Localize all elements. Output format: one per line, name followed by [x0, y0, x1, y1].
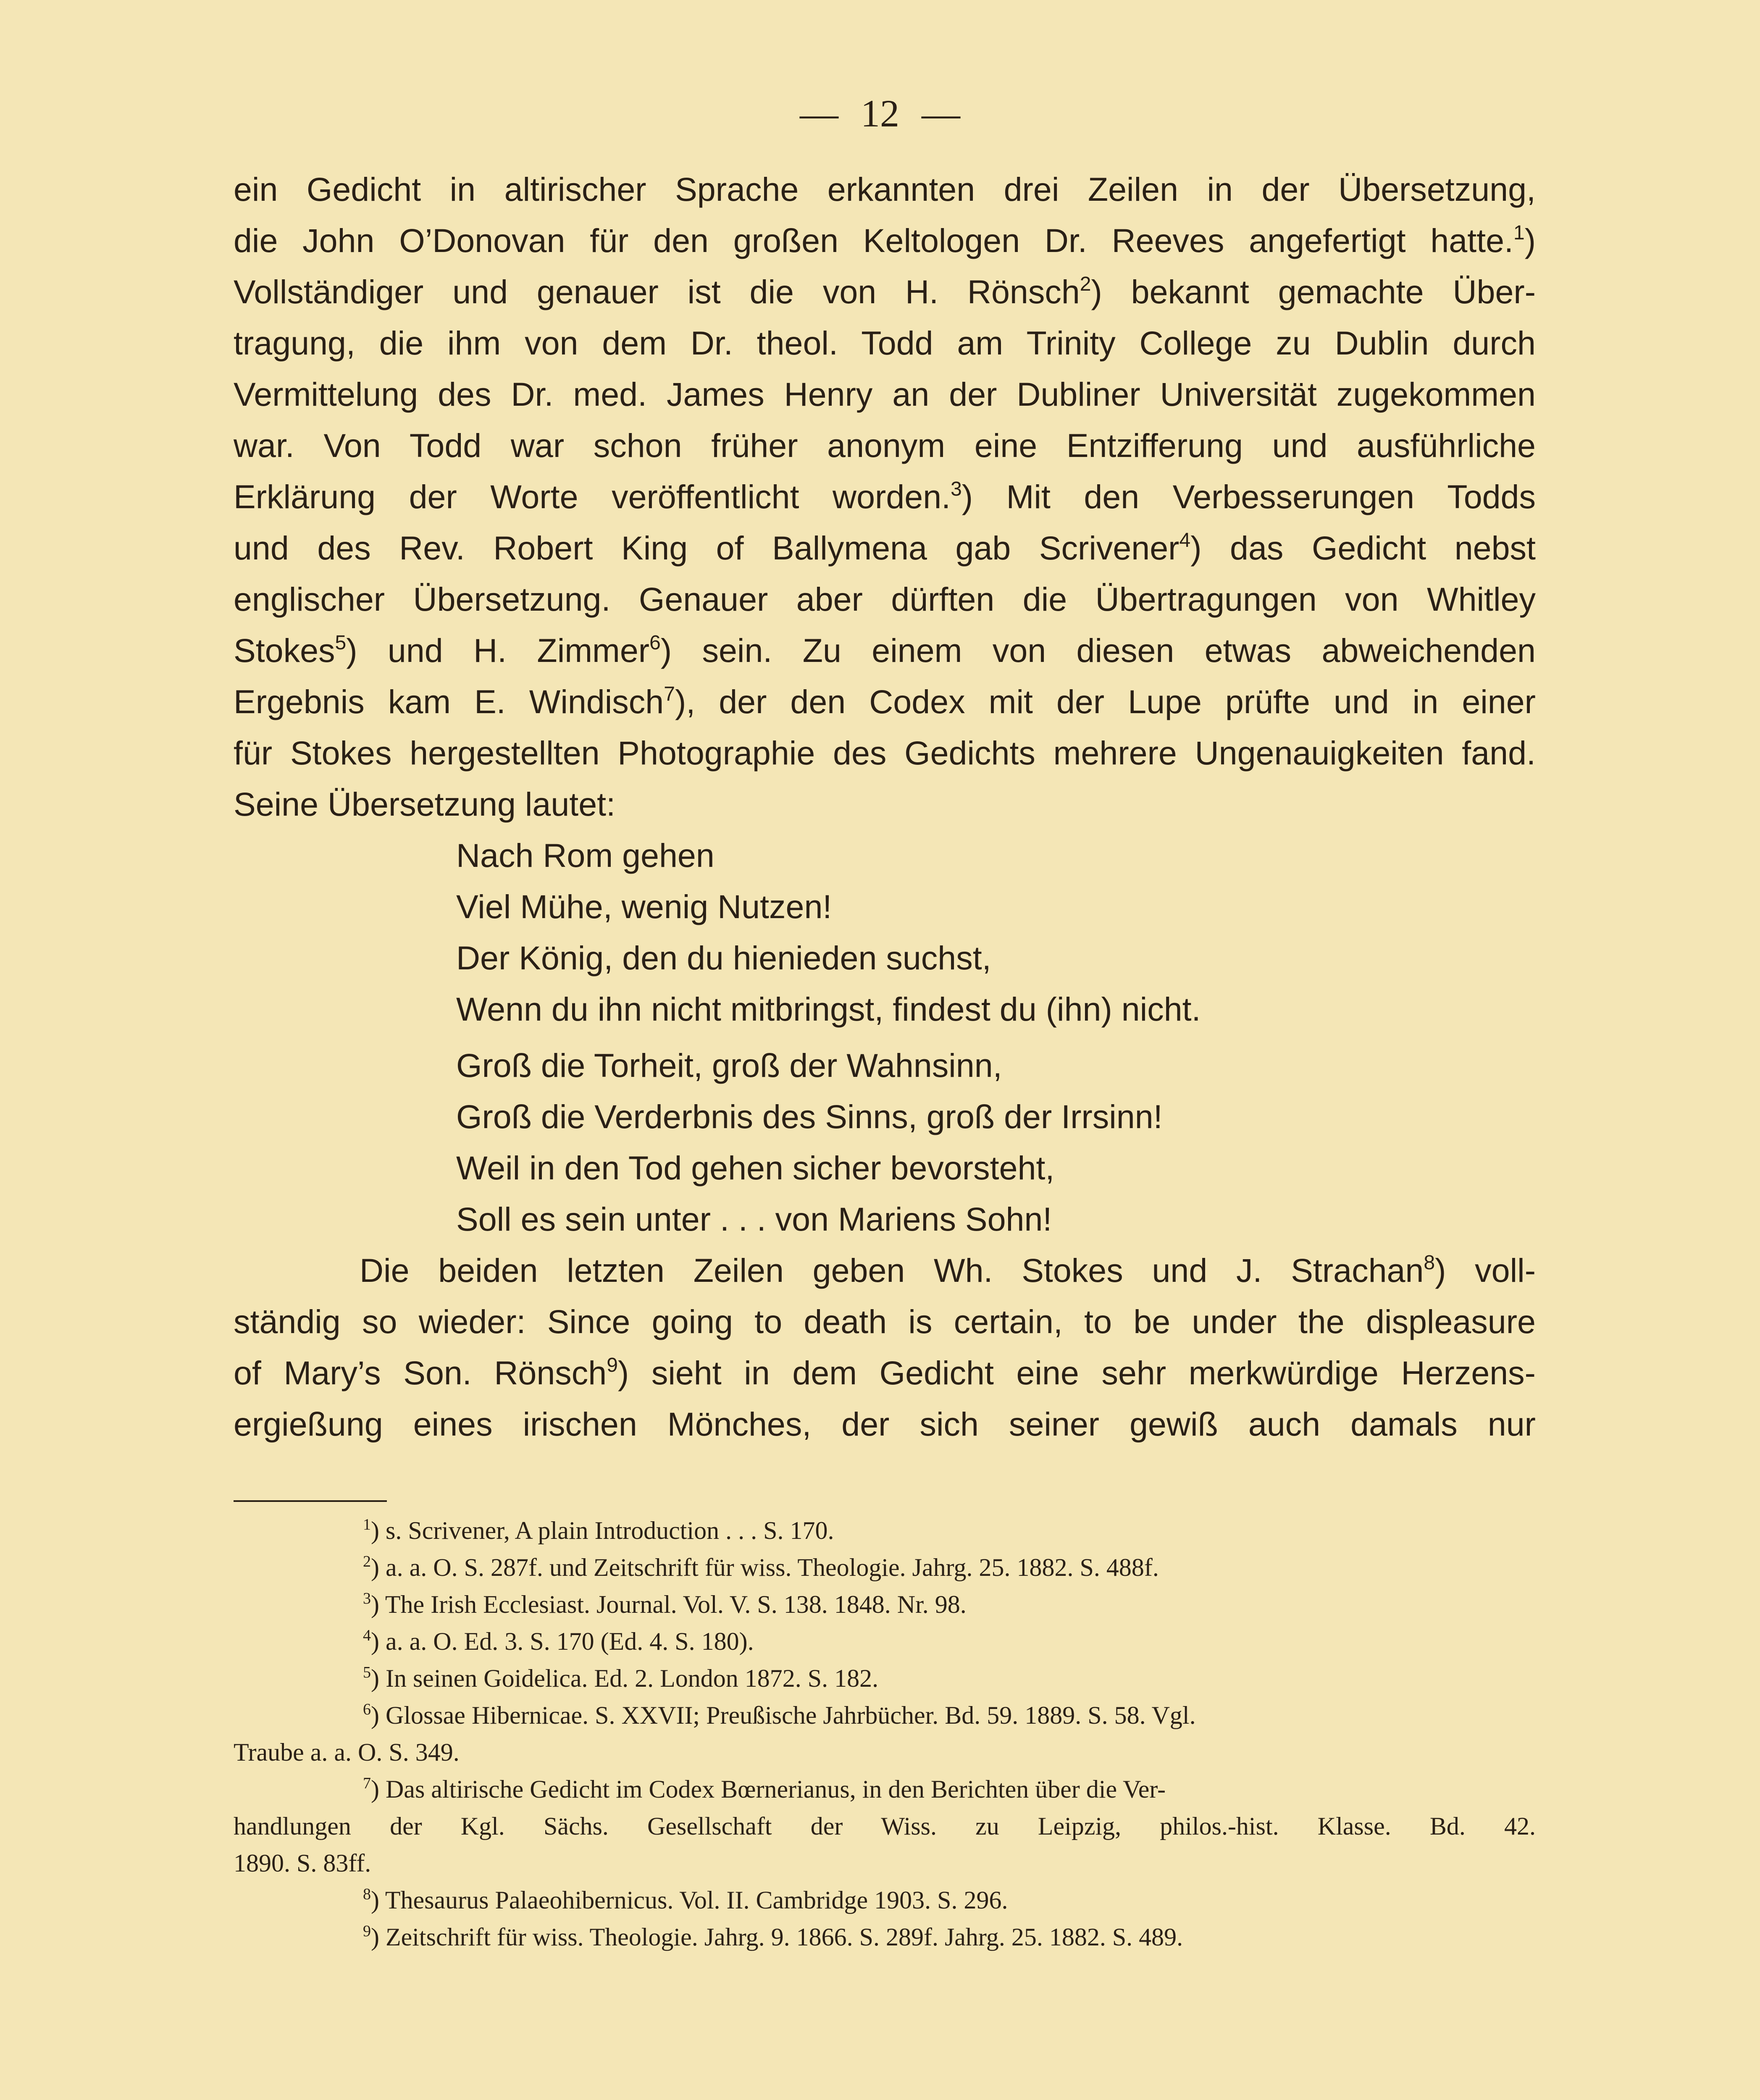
text-line: [234, 522, 1536, 574]
footnote-text: ) In seinen Goidelica. Ed. 2. London 1872. S. 182.: [371, 1664, 879, 1692]
verse-line: Weil in den Tod gehen sicher bevorsteht,: [456, 1149, 1055, 1186]
text-fragment: und des Rev. Robert King of Ballymena gab Scrivener: [234, 529, 1179, 567]
text-line: [234, 266, 1536, 318]
text-line: war. Von Todd war schon früher anonym eine Entzifferung und ausführliche: [234, 427, 1536, 464]
footnote: [234, 1623, 1536, 1660]
footnote-ref: 8: [1424, 1252, 1435, 1274]
footnote-mark: 5: [363, 1664, 371, 1681]
text-fragment: ) voll-: [1435, 1252, 1536, 1289]
text-fragment: Die beiden letzten Zeilen geben Wh. Stokes und J. Strachan: [360, 1252, 1424, 1289]
footnote: [234, 1549, 1536, 1586]
page-number: — 12 —: [800, 92, 960, 135]
footnote-mark: 6: [363, 1701, 371, 1718]
verse-line: Viel Mühe, wenig Nutzen!: [456, 888, 832, 925]
text-fragment: ) bekannt gemachte Über-: [1091, 273, 1536, 310]
footnote-text: ) a. a. O. Ed. 3. S. 170 (Ed. 4. S. 180).: [371, 1628, 754, 1655]
verse-line: Wenn du ihn nicht mitbringst, findest du (ihn) nicht.: [456, 990, 1201, 1028]
footnote-mark: 7: [363, 1774, 371, 1792]
footnote-ref: 7: [664, 683, 675, 705]
footnote: [234, 1919, 1536, 1956]
footnote-mark: 4: [363, 1627, 371, 1644]
text-line: [234, 1347, 1536, 1399]
text-line: [234, 1245, 1536, 1296]
footnote-mark: 9: [363, 1922, 371, 1940]
footnote-text: ) Thesaurus Palaeohibernicus. Vol. II. Cambridge 1903. S. 296.: [371, 1886, 1008, 1914]
footnote-text: ) Zeitschrift für wiss. Theologie. Jahrg. 9. 1866. S. 289f. Jahrg. 25. 1882. S. 489.: [371, 1923, 1183, 1951]
text-fragment: Vollständiger und genauer ist die von H. Rönsch: [234, 273, 1080, 310]
footnote: [234, 1882, 1536, 1919]
text-line: ein Gedicht in altirischer Sprache erkannten drei Zeilen in der Übersetzung,: [234, 171, 1536, 208]
footnote-continuation: Traube a. a. O. S. 349.: [234, 1738, 460, 1766]
footnotes: [234, 1512, 1536, 1956]
text-line: ständig so wieder: Since going to death is certain, to be under the displeasure: [234, 1303, 1536, 1340]
verse-line: Nach Rom gehen: [456, 837, 715, 874]
text-fragment: die John O’Donovan für den großen Keltologen Dr. Reeves angefertigt hatte.: [234, 222, 1513, 259]
footnote-mark: 2: [363, 1553, 371, 1570]
footnote-text: ) Das altirische Gedicht im Codex Bœrnerianus, in den Berichten über die Ver-: [371, 1775, 1166, 1803]
text-fragment: ) sein. Zu einem von diesen etwas abweichenden: [660, 632, 1536, 669]
footnote-separator: [234, 1500, 387, 1502]
verse-line: Groß die Torheit, groß der Wahnsinn,: [456, 1047, 1002, 1084]
text-line: tragung, die ihm von dem Dr. theol. Todd am Trinity College zu Dublin durch: [234, 324, 1536, 362]
footnote-ref: 4: [1179, 529, 1191, 551]
text-fragment: ) und H. Zimmer: [346, 632, 650, 669]
main-text: [234, 164, 1536, 1450]
footnote: [234, 1512, 1536, 1549]
footnote: [234, 1586, 1536, 1623]
footnote-ref: 1: [1513, 222, 1525, 244]
footnote: [234, 1697, 1536, 1734]
text-line: [234, 215, 1536, 266]
text-fragment: ) Mit den Verbesserungen Todds: [961, 478, 1536, 515]
footnote-mark: 3: [363, 1590, 371, 1607]
footnote-text: ) Glossae Hibernicae. S. XXVII; Preußische Jahrbücher. Bd. 59. 1889. S. 58. Vgl.: [371, 1701, 1196, 1729]
text-line: für Stokes hergestellten Photographie des Gedichts mehrere Ungenauigkeiten fand.: [234, 734, 1536, 772]
text-fragment: Stokes: [234, 632, 335, 669]
text-fragment: Ergebnis kam E. Windisch: [234, 683, 664, 720]
text-fragment: ): [1524, 222, 1536, 259]
text-fragment: ), der den Codex mit der Lupe prüfte und in einer: [675, 683, 1536, 720]
footnote-ref: 2: [1080, 273, 1091, 295]
footnote-mark: 8: [363, 1885, 371, 1903]
footnote-ref: 9: [607, 1354, 618, 1376]
text-line: [234, 676, 1536, 727]
text-fragment: ) sieht in dem Gedicht eine sehr merkwürdige Herzens-: [617, 1354, 1536, 1391]
verse-line: Groß die Verderbnis des Sinns, groß der Irrsinn!: [456, 1098, 1163, 1135]
text-line: [234, 471, 1536, 522]
footnote-ref: 3: [951, 478, 962, 500]
footnote-ref: 5: [335, 632, 347, 654]
footnote-text: ) The Irish Ecclesiast. Journal. Vol. V. S. 138. 1848. Nr. 98.: [371, 1591, 967, 1618]
footnote-text: ) s. Scrivener, A plain Introduction . . . S. 170.: [371, 1517, 834, 1544]
verse-line: Soll es sein unter . . . von Mariens Sohn!: [456, 1200, 1052, 1238]
footnote-mark: 1: [363, 1516, 371, 1533]
text-line: Vermittelung des Dr. med. James Henry an der Dubliner Universität zugekommen: [234, 375, 1536, 413]
footnote-continuation: handlungen der Kgl. Sächs. Gesellschaft der Wiss. zu Leipzig, philos.-hist. Klasse. Bd. 42.: [234, 1812, 1536, 1840]
footnote: [234, 1771, 1536, 1808]
text-fragment: Erklärung der Worte veröffentlicht worden.: [234, 478, 951, 515]
text-line: ergießung eines irischen Mönches, der sich seiner gewiß auch damals nur: [234, 1405, 1536, 1443]
footnote-text: ) a. a. O. S. 287f. und Zeitschrift für wiss. Theologie. Jahrg. 25. 1882. S. 488f.: [371, 1554, 1159, 1581]
footnote-ref: 6: [649, 632, 661, 654]
text-line: englischer Übersetzung. Genauer aber dürften die Übertragungen von Whitley: [234, 580, 1536, 618]
text-fragment: ) das Gedicht nebst: [1190, 529, 1536, 567]
text-line: Seine Übersetzung lautet:: [234, 785, 616, 823]
footnote: [234, 1660, 1536, 1697]
text-line: [234, 625, 1536, 676]
footnote-continuation: 1890. S. 83ff.: [234, 1849, 371, 1877]
text-fragment: of Mary’s Son. Rönsch: [234, 1354, 607, 1391]
verse-line: Der König, den du hienieden suchst,: [456, 939, 991, 976]
